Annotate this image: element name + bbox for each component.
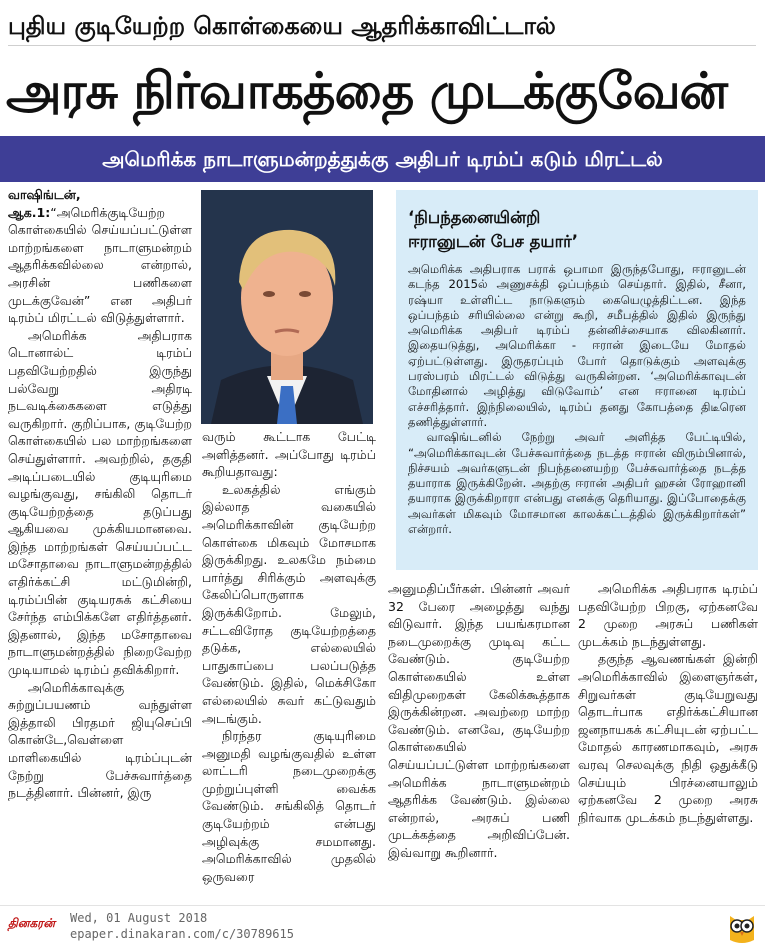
dinakaran-logo: தினகரன் <box>8 916 55 930</box>
box-title <box>408 206 746 254</box>
portrait-illustration <box>201 190 373 424</box>
article-column-2 <box>202 428 376 904</box>
box-title-line: ஈரானுடன் பேச தயார்’ <box>408 232 579 251</box>
article-paragraph: தகுந்த ஆவணங்கள் இன்றி அமெரிக்காவில் இளைஞர்கள், சிறுவர்கள் குடியேறுவது தொடர்பாக எதிர்க்கட்சியான ஜனநாயகக் கட்சியுடன் ஏற்பட்ட மோதல் காரணமாகவும், அரசு வரவு செலவுக்கு நிதி ஒதுக்கீடு செய்யும் பிரச்னையாலும் ஏற்கனவே 2 முறை அரசு நிர்வாக முடக்கம் நடந்துள்ளது. <box>578 651 758 825</box>
sub-headline-banner: அமெரிக்க நாடாளுமன்றத்துக்கு அதிபர் டிரம்ப் கடும் மிரட்டல் <box>0 136 765 182</box>
edition-date: Wed, 01 August 2018 <box>70 911 208 925</box>
epaper-url[interactable]: epaper.dinakaran.com/c/30789615 <box>70 927 294 941</box>
article-column-3 <box>388 580 570 904</box>
footer-info <box>70 910 294 942</box>
article-paragraph: அமெரிக்க அதிபராக டிரம்ப் பதவியேற்ற பிறகு, ஏற்கனவே 2 முறை அரசுப் பணிகள் முடக்கம் நடந்துள்ளது. <box>578 581 758 649</box>
article-column-1 <box>8 186 192 904</box>
box-paragraph: அமெரிக்க அதிபராக பராக் ஒபாமா இருந்தபோது, ஈரானுடன் கடந்த 2015ல் அணுசக்தி ஒப்பந்தம் செய்தார். இதில், சீனா, ரஷ்யா உள்ளிட்ட நாடுகளும் கையெழுத்திட்டன. இந்த ஒப்பந்தம் சரியில்லை என்று கூறி, சமீபத்தில் இதில் இருந்து அமெரிக்க அதிபர் டிரம்ப் தன்னிச்சையாக விலகினார். இதையடுத்து, அமெரிக்கா - ஈரான் இடையே மோதல் ஏற்பட்டுள்ளது. இருதரப்பும் போர் தொடுக்கும் அளவுக்கு பரஸ்பரம் மிரட்டல் விடுத்து வருகின்றன. ‘அமெரிக்காவுடன் மோதினால் அழித்து விடுவோம்’ என ஈரானை டிரம்ப் எச்சரித்தார். இந்நிலையில், டிரம்ப் தனது கோபத்தை திடீரென தணித்துள்ளார். <box>408 262 746 429</box>
box-paragraph: வாஷிங்டனில் நேற்று அவர் அளித்த பேட்டியில், “அமெரிக்காவுடன் பேச்சுவார்த்தை நடத்த ஈரான் விரும்பினால், நிச்சயம் அவர்களுடன் நிபந்தனையற்ற பேச்சுவார்த்தை நடத்த தயாராக இருக்கிறேன். அதற்கு ஈரான் அதிபர் ஹசன் ரோஹானி தயாராக இருக்கிறாரா என்பது எனக்கு தெரியாது. இப்போதைக்கு அவர்கள் மிகவும் மோசமான காலக்கட்டத்தில் இருக்கிறார்கள்” என்றார். <box>408 430 746 537</box>
article-paragraph <box>8 186 192 327</box>
page-footer <box>0 905 765 946</box>
kicker-headline: புதிய குடியேற்ற கொள்கையை ஆதரிக்காவிட்டால் <box>8 6 756 46</box>
article-lead-text: “அமெரிக்குடியேற்ற கொள்கையில் செய்யப்பட்டுள்ள மாற்றங்களை நாடாளுமன்றம் ஆதரிக்கவில்லை என்றால், அரசின் பணிகளை முடக்குவேன்” என அதிபர் டிரம்ப் மிரட்டல் விடுத்துள்ளார். <box>8 204 192 326</box>
article-paragraph: நிரந்தர குடியுரிமை அனுமதி வழங்குவதில் உள்ள லாட்டரி நடைமுறைக்கு முற்றுப்புள்ளி வைக்க வேண்டும். சங்கிலித் தொடர் குடியேற்றம் என்பது அழிவுக்கு சமமானது. அமெரிக்காவில் முதலில் ஒருவரை <box>202 728 376 884</box>
main-headline: அரசு நிர்வாகத்தை முடக்குவேன் <box>6 62 728 120</box>
sidebar-story-box <box>396 190 758 570</box>
article-paragraph: அமெரிக்க அதிபராக டொனால்ட் டிரம்ப் பதவியேற்றதில் இருந்து பல்வேறு அதிரடி நடவடிக்கைகளை எடுத்து வருகிறார். குறிப்பாக, குடியேற்ற கொள்கையில் பல மாற்றங்களை செய்துள்ளார். அவற்றில், தகுதி அடிப்படையில் குடியுரிமை வழங்குவது, சங்கிலி தொடர் குடியேற்றத்தை தடுப்பது ஆகியவை முக்கியமானவை. இந்த மாற்றங்கள் செய்யப்பட்ட மசோதாவை நாடாளுமன்றத்தில் எதிர்க்கட்சி மட்டுமின்றி, டிரம்ப்பின் குடியரசுக் கட்சியை சேர்ந்த எம்பிக்களே எதிர்த்தனர். இதனால், இந்த மசோதாவை நாடாளுமன்றத்தில் நிறைவேற்ற முடியாமல் டிரம்ப் தவிக்கிறார். <box>8 327 192 678</box>
article-paragraph: உலகத்தில் எங்கும் இல்லாத வகையில் அமெரிக்காவின் குடியேற்ற கொள்கை மிகவும் மோசமாக இருக்கிறது. உலகமே நம்மை பார்த்து சிரிக்கும் அளவுக்கு கேலிப்பொருளாக இருக்கிறோம். மேலும், சட்டவிரோத குடியேற்றத்தை தடுக்க, எல்லையில் பாதுகாப்பை பலப்படுத்த வேண்டும். இதில், மெக்சிகோ எல்லையில் சுவர் கட்டுவதும் அடங்கும். <box>202 481 376 726</box>
article-paragraph: வரும் கூட்டாக பேட்டி அளித்தனர். அப்போது டிரம்ப் கூறியதாவது: <box>202 429 376 480</box>
trump-photo <box>201 190 373 424</box>
article-column-4 <box>578 580 758 904</box>
article-paragraph: அமெரிக்காவுக்கு சுற்றுப்பயணம் வந்துள்ள இத்தாலி பிரதமர் ஜியுசெப்பி கொன்டே,வெள்ளை மாளிகையில் டிரம்ப்புடன் நேற்று பேச்சுவார்த்தை நடத்தினார். பின்னர், இரு <box>8 679 192 801</box>
article-paragraph: அனுமதிப்பீர்கள். பின்னர் அவர் 32 பேரை அழைத்து வந்து விடுவார். இந்த பயங்கரமான நடைமுறைக்கு முடிவு கட்ட வேண்டும். குடியேற்ற கொள்கையில் உள்ள விதிமுறைகள் கேலிக்கூத்தாக இருக்கின்றன. அவற்றை மாற்ற வேண்டும். எனவே, குடியேற்ற கொள்கையில் செய்யப்பட்டுள்ள மாற்றங்களை அமெரிக்க நாடாளுமன்றம் ஆதரிக்க வேண்டும். இல்லை என்றால், அரசுப் பணி முடக்கத்தை அறிவிப்பேன். இவ்வாறு கூறினார். <box>388 581 570 860</box>
owl-icon <box>726 910 758 944</box>
box-title-line: ‘நிபந்தனையின்றி <box>408 208 541 227</box>
box-body <box>408 262 746 537</box>
dateline: வாஷிங்டன், ஆக.1: <box>8 187 81 220</box>
